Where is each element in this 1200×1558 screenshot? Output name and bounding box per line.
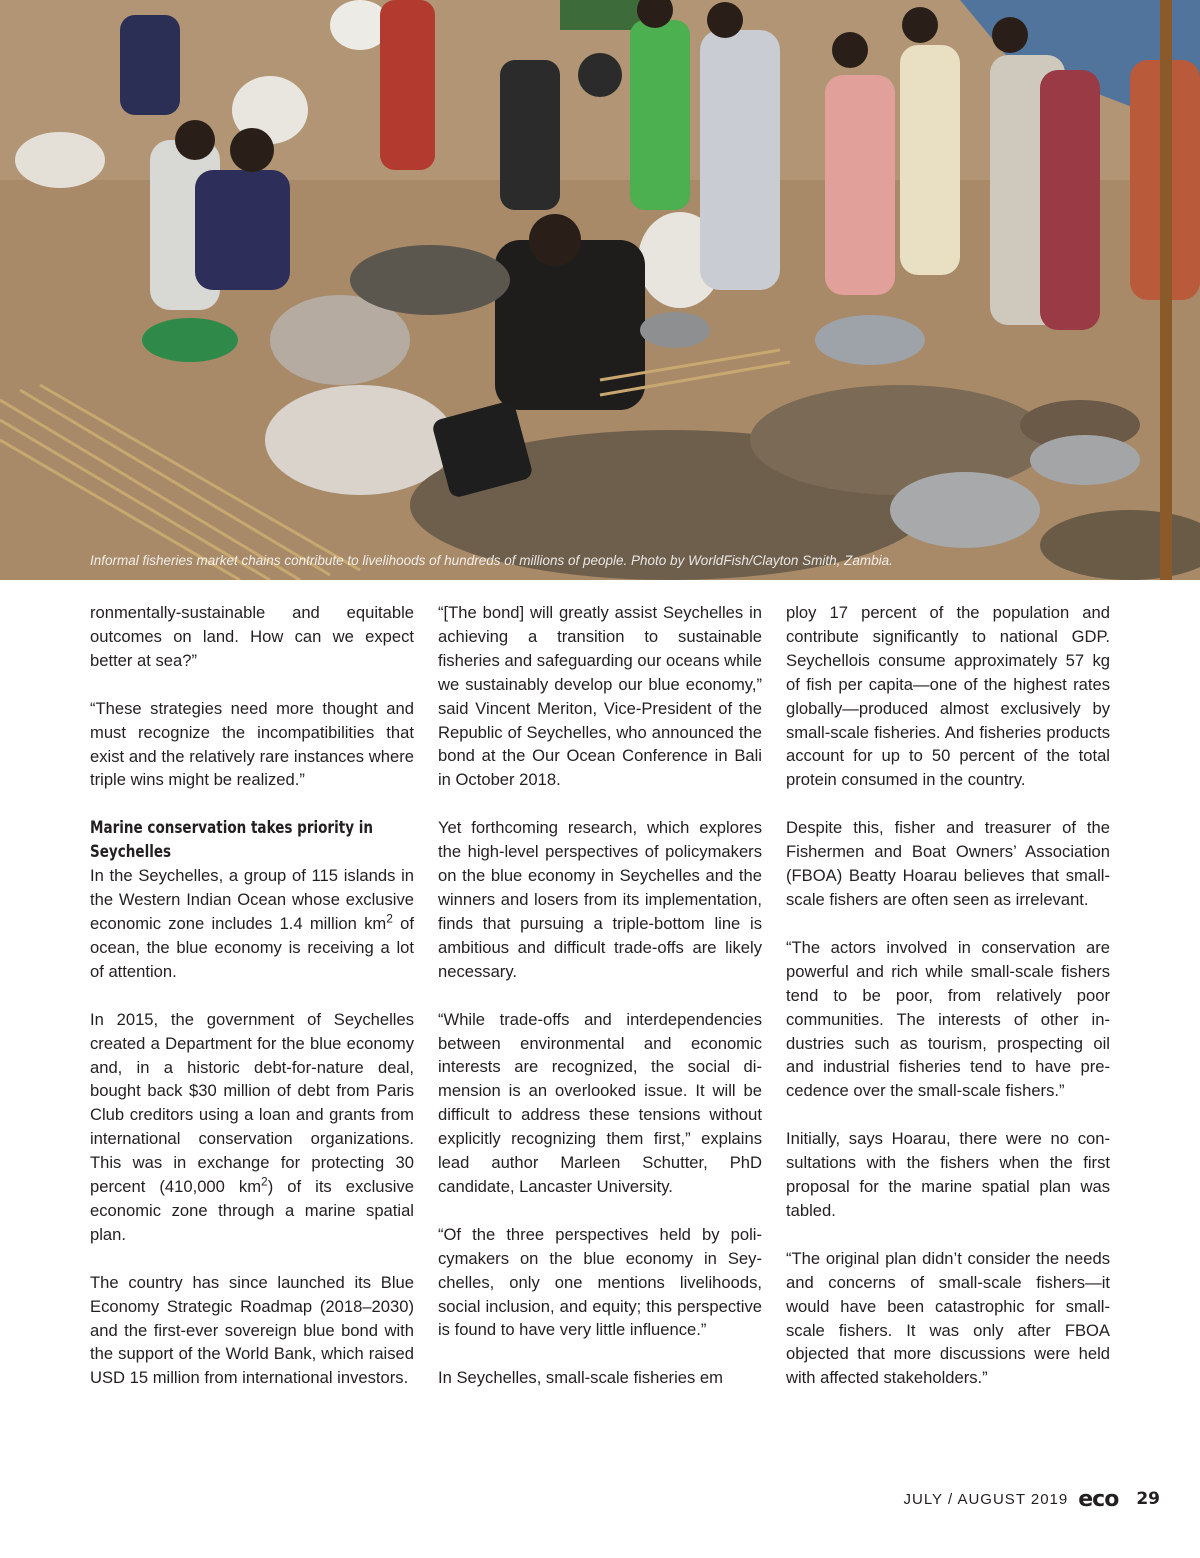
paragraph — [90, 1008, 414, 1247]
section-heading-wrapper — [90, 816, 414, 864]
page-number: 29 — [1136, 1489, 1160, 1509]
photo-caption: Informal fisheries market chains contribute to livelihoods of hundreds of millions of people. Photo by WorldFish/Clayton Smith, Zambia. — [90, 553, 893, 568]
paragraph: Initially, says Hoarau, there were no consultations with the fishers when the first proposal for the marine spatial plan was tabled. — [786, 1129, 1110, 1220]
paragraph: ronmentally-sustainable and equitable outcomes on land. How can we expect better at sea?” — [90, 603, 414, 670]
paragraph: “[The bond] will greatly assist Seychelles in achieving a transition to sustainable fisheries and safeguarding our oceans while we sustainably develop our blue economy,” said Vincent Meriton, Vice-President of the Republic of Seychelles, who announced the bond at the Our Ocean Conference in Bali in October 2018. — [438, 603, 762, 790]
text-segment: In the Seychelles, a group of 115 islands in the Western Indian Ocean whose exclusive economic zone includes 1.4 million km — [90, 866, 414, 933]
article-column-2 — [438, 601, 762, 1414]
text-segment: of ocean, the blue economy is receiving a lot of attention. — [90, 913, 414, 981]
paragraph: “The original plan didn’t consider the needs and concerns of small-scale fishers—it would have been catastrophic for small-scale fishers. It was only after FBOA objected that more discussions were held with affected stakeholders.” — [786, 1248, 1110, 1388]
article-column-3 — [786, 601, 1110, 1414]
text-segment: In 2015, the government of Seychelles created a Department for the blue economy and, in a historic debt-for-nature deal, bought back $30 million of debt from Paris Club creditors using a loan and grants from international conservation organizations. This was in exchange for protecting 30 percent (410,000 km — [90, 1009, 414, 1197]
article-column-1 — [90, 601, 414, 1414]
paragraph: Despite this, fisher and treasurer of the Fishermen and Boat Owners’ Association (FBOA) Beatty Hoarau believes that small-scale fishers are often seen as irrelevant. — [786, 818, 1110, 909]
superscript: 2 — [386, 911, 393, 926]
market-photo — [0, 0, 1200, 580]
section-heading: Marine conservation takes priority in Seychelles — [90, 818, 374, 862]
market-scene-illustration — [0, 0, 1200, 580]
paragraph: In Seychelles, small-scale fisheries em — [438, 1368, 723, 1388]
paragraph: “The actors involved in conservation are powerful and rich while small-scale fishers tend to be poor, from relatively poor communities. The interests of other industries such as tourism, prospecting oil and industrial fisheries tend to have precedence over the small-scale fishers.” — [786, 937, 1110, 1101]
magazine-logo: eco — [1078, 1486, 1119, 1512]
superscript: 2 — [261, 1174, 268, 1189]
issue-date: JULY / AUGUST 2019 — [903, 1490, 1069, 1508]
paragraph — [90, 864, 414, 984]
page-footer — [904, 1487, 1161, 1511]
paragraph: “While trade-offs and interdependencies between environmental and economic interests are recognized, the social dimension is an overlooked issue. It will be difficult to address these tensions without explicitly recognizing them first,” explains lead author Marleen Schutter, PhD candidate, Lancaster University. — [438, 1009, 762, 1196]
paragraph: The country has since launched its Blue Economy Strategic Roadmap (2018–2030) and the first-ever sovereign blue bond with the support of the World Bank, which raised USD 15 million from international investors. — [90, 1272, 414, 1388]
paragraph: “These strategies need more thought and must recognize the incompatibilities that exist and the relatively rare instances where triple wins might be realized.” — [90, 698, 414, 790]
paragraph: “Of the three perspectives held by policymakers on the blue economy in Seychelles, only one mentions livelihoods, social inclusion, and equity; this perspective is found to have very little influence.” — [438, 1224, 762, 1340]
text-segment: ) of its exclusive economic zone through a marine spatial plan. — [90, 1177, 414, 1244]
paragraph: ploy 17 percent of the population and contribute significantly to national GDP. Seychellois consume approximately 57 kg of fish per capita—one of the highest rates globally—produced almost exclusively by small-scale fisheries. And fisheries products account for up to 50 percent of the total protein consumed in the country. — [786, 603, 1110, 790]
paragraph: Yet forthcoming research, which explores the high-level perspectives of policymakers on the blue economy in Seychelles and the winners and losers from its implementation, finds that pursuing a triple-bottom line is ambitious and difficult trade-offs are likely necessary. — [438, 818, 762, 981]
